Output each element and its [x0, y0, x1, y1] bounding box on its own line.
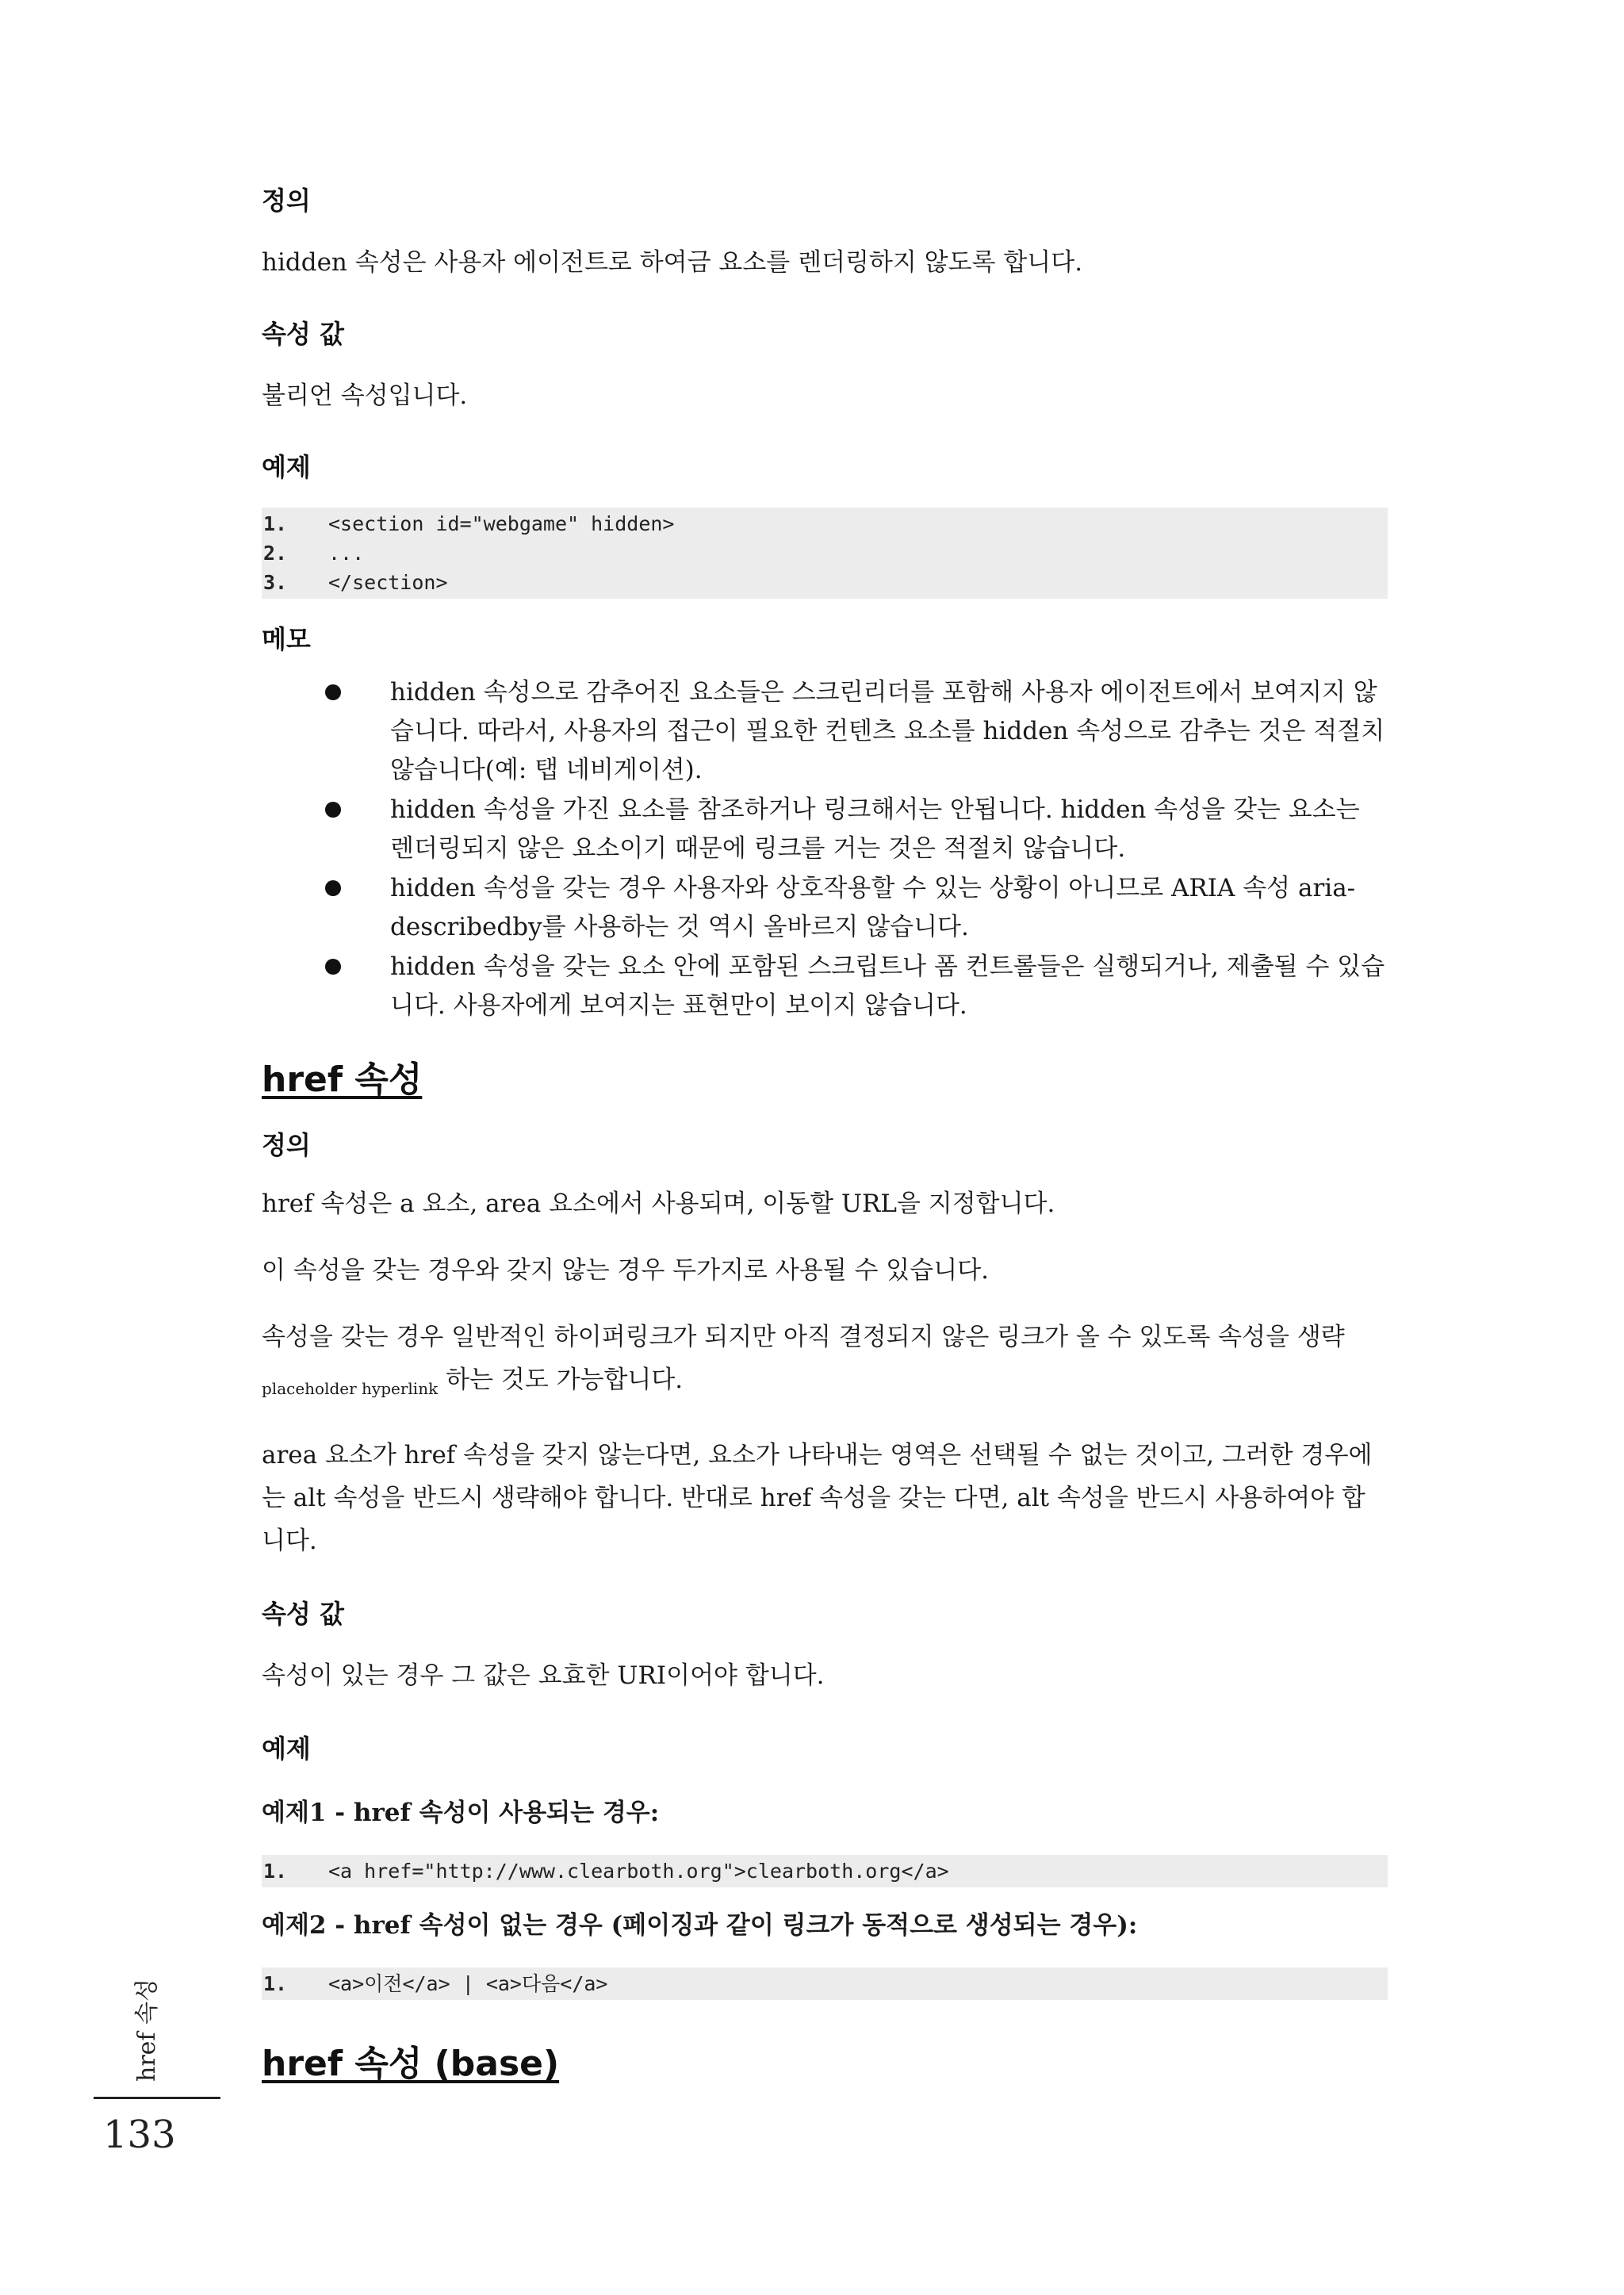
- code-line: [262, 1856, 1388, 1886]
- bullet-icon: [325, 959, 341, 975]
- list-item: [325, 791, 1388, 868]
- bullet-icon: [325, 880, 341, 896]
- example-label: 예제1 - href 속성이 사용되는 경우:: [262, 1799, 660, 1827]
- code-text: <a href="http://www.clearboth.org">clearboth.org</a>: [328, 1860, 949, 1883]
- divider: [94, 2097, 220, 2099]
- bullet-icon: [325, 802, 341, 818]
- paragraph: area 요소가 href 속성을 갖지 않는다면, 요소가 나타내는 영역은 선택될 수 없는 것이고, 그러한 경우에는 alt 속성을 반드시 생략해야 합니다. 반대로 href 속성을 갖는 다면, alt 속성을 반드시 사용하여야 합니다.: [262, 1441, 1373, 1555]
- code-line: [262, 509, 1388, 538]
- section-title: href 속성 (base): [262, 2044, 560, 2084]
- value-heading: 속성 값: [262, 319, 344, 349]
- paragraph-text: 속성을 갖는 경우 일반적인 하이퍼링크가 되지만 아직 결정되지 않은 링크가 올 수 있도록 속성을 생략: [262, 1323, 1345, 1351]
- code-line: [262, 538, 1388, 568]
- list-item: [325, 673, 1388, 790]
- code-line: [262, 1969, 1388, 1998]
- bullet-icon: [325, 684, 341, 700]
- page-content: [262, 174, 1388, 2086]
- side-label-text: href 속성: [133, 1978, 162, 2082]
- value-text: 속성이 있는 경우 그 값은 요효한 URI이어야 합니다.: [262, 1661, 825, 1690]
- line-number: 3.: [263, 571, 288, 594]
- memo-text: hidden 속성으로 감추어진 요소들은 스크린리더를 포함해 사용자 에이전트에서 보여지지 않습니다. 따라서, 사용자의 접근이 필요한 컨텐츠 요소를 hidden 속성으로 감추는 것은 적절치 않습니다(예: 탭 네비게이션).: [390, 678, 1385, 784]
- paragraph: [262, 1316, 1388, 1410]
- code-block: [262, 1967, 1388, 2000]
- definition-text: hidden 속성은 사용자 에이전트로 하여금 요소를 렌더링하지 않도록 합니다.: [262, 248, 1083, 277]
- code-text: ...: [328, 542, 365, 565]
- example-heading: 예제: [262, 1734, 311, 1764]
- list-item: [325, 948, 1388, 1025]
- subscript-note: placeholder hyperlink: [262, 1379, 439, 1398]
- code-line: [262, 568, 1388, 597]
- example-label: 예제2 - href 속성이 없는 경우 (페이징과 같이 링크가 동적으로 생성되는 경우):: [262, 1911, 1138, 1940]
- paragraph: href 속성은 a 요소, area 요소에서 사용되며, 이동할 URL을 지정합니다.: [262, 1190, 1055, 1218]
- memo-text: hidden 속성을 갖는 요소 안에 포함된 스크립트나 폼 컨트롤들은 실행되거나, 제출될 수 있습니다. 사용자에게 보여지는 표현만이 보이지 않습니다.: [390, 952, 1385, 1020]
- value-heading: 속성 값: [262, 1599, 344, 1629]
- line-number: 1.: [263, 1860, 288, 1883]
- line-number: 1.: [263, 512, 288, 535]
- page-number: 133: [103, 2113, 176, 2157]
- memo-list: [262, 673, 1388, 1025]
- code-block: [262, 508, 1388, 599]
- code-block: [262, 1855, 1388, 1887]
- memo-text: hidden 속성을 가진 요소를 참조하거나 링크해서는 안됩니다. hidden 속성을 갖는 요소는 렌더링되지 않은 요소이기 때문에 링크를 거는 것은 적절치 않습니다.: [390, 795, 1360, 863]
- value-text: 불리언 속성입니다.: [262, 381, 468, 410]
- code-text: <section id="webgame" hidden>: [328, 512, 675, 535]
- code-text: </section>: [328, 571, 448, 594]
- definition-heading: 정의: [262, 1130, 311, 1160]
- example-heading: 예제: [262, 452, 311, 482]
- memo-text: hidden 속성을 갖는 경우 사용자와 상호작용할 수 있는 상황이 아니므로 ARIA 속성 aria-describedby를 사용하는 것 역시 올바르지 않습니다.: [390, 874, 1356, 941]
- paragraph: 이 속성을 갖는 경우와 갖지 않는 경우 두가지로 사용될 수 있습니다.: [262, 1256, 989, 1285]
- section-title: href 속성: [262, 1059, 423, 1100]
- list-item: [325, 869, 1388, 947]
- line-number: 1.: [263, 1972, 288, 1995]
- definition-heading: 정의: [262, 186, 311, 216]
- paragraph-text: 하는 것도 가능합니다.: [438, 1366, 684, 1394]
- memo-heading: 메모: [262, 624, 311, 654]
- line-number: 2.: [263, 542, 288, 565]
- code-text: <a>이전</a> | <a>다음</a>: [328, 1972, 608, 1995]
- side-running-title: [128, 1975, 160, 2086]
